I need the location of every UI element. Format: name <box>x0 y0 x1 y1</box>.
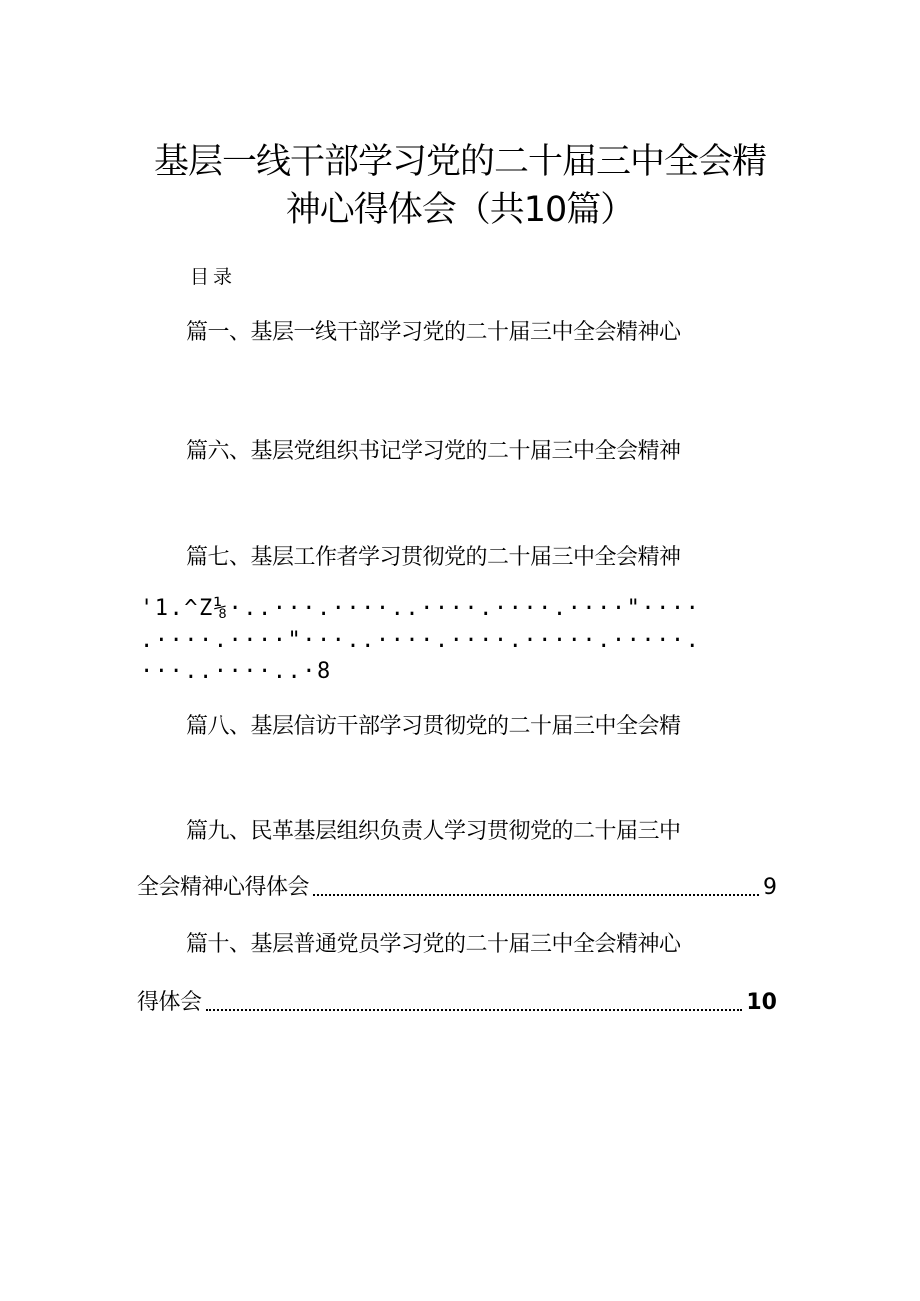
toc-entry-1[interactable]: 篇一、基层一线干部学习党的二十届三中全会精神心 <box>186 320 681 345</box>
toc-entry-7[interactable]: 篇七、基层工作者学习贯彻党的二十届三中全会精神 <box>186 545 681 570</box>
toc-label: 目录 <box>190 266 237 288</box>
toc-entry-9[interactable]: 篇九、民革基层组织负责人学习贯彻党的二十届三中 <box>186 819 681 844</box>
toc-entry-6[interactable]: 篇六、基层党组织书记学习党的二十届三中全会精神 <box>186 439 681 464</box>
toc-entry-10-continuation[interactable] <box>137 988 777 1018</box>
toc-garbled-line: ···..····..·8 <box>140 659 332 684</box>
toc-entry-10-page: 10 <box>746 990 777 1015</box>
toc-garbled-line: .····.····"···..····.····.·····.·····. <box>140 628 701 653</box>
document-title-line-2: 神心得体会（共10篇） <box>285 190 635 230</box>
toc-garbled-line: '1.^Z⅛·..···.····..····.····.····"···· <box>140 596 701 621</box>
toc-entry-10[interactable]: 篇十、基层普通党员学习党的二十届三中全会精神心 <box>186 932 681 957</box>
dot-leader <box>313 894 759 896</box>
toc-entry-9-continuation[interactable] <box>137 873 777 903</box>
document-title-line-1: 基层一线干部学习党的二十届三中全会精 <box>153 142 766 182</box>
toc-entry-10-cont-text: 得体会 <box>137 990 202 1015</box>
dot-leader <box>206 1009 743 1011</box>
toc-entry-9-page: 9 <box>763 875 777 900</box>
toc-entry-9-cont-text: 全会精神心得体会 <box>137 875 310 900</box>
toc-entry-8[interactable]: 篇八、基层信访干部学习贯彻党的二十届三中全会精 <box>186 714 681 739</box>
